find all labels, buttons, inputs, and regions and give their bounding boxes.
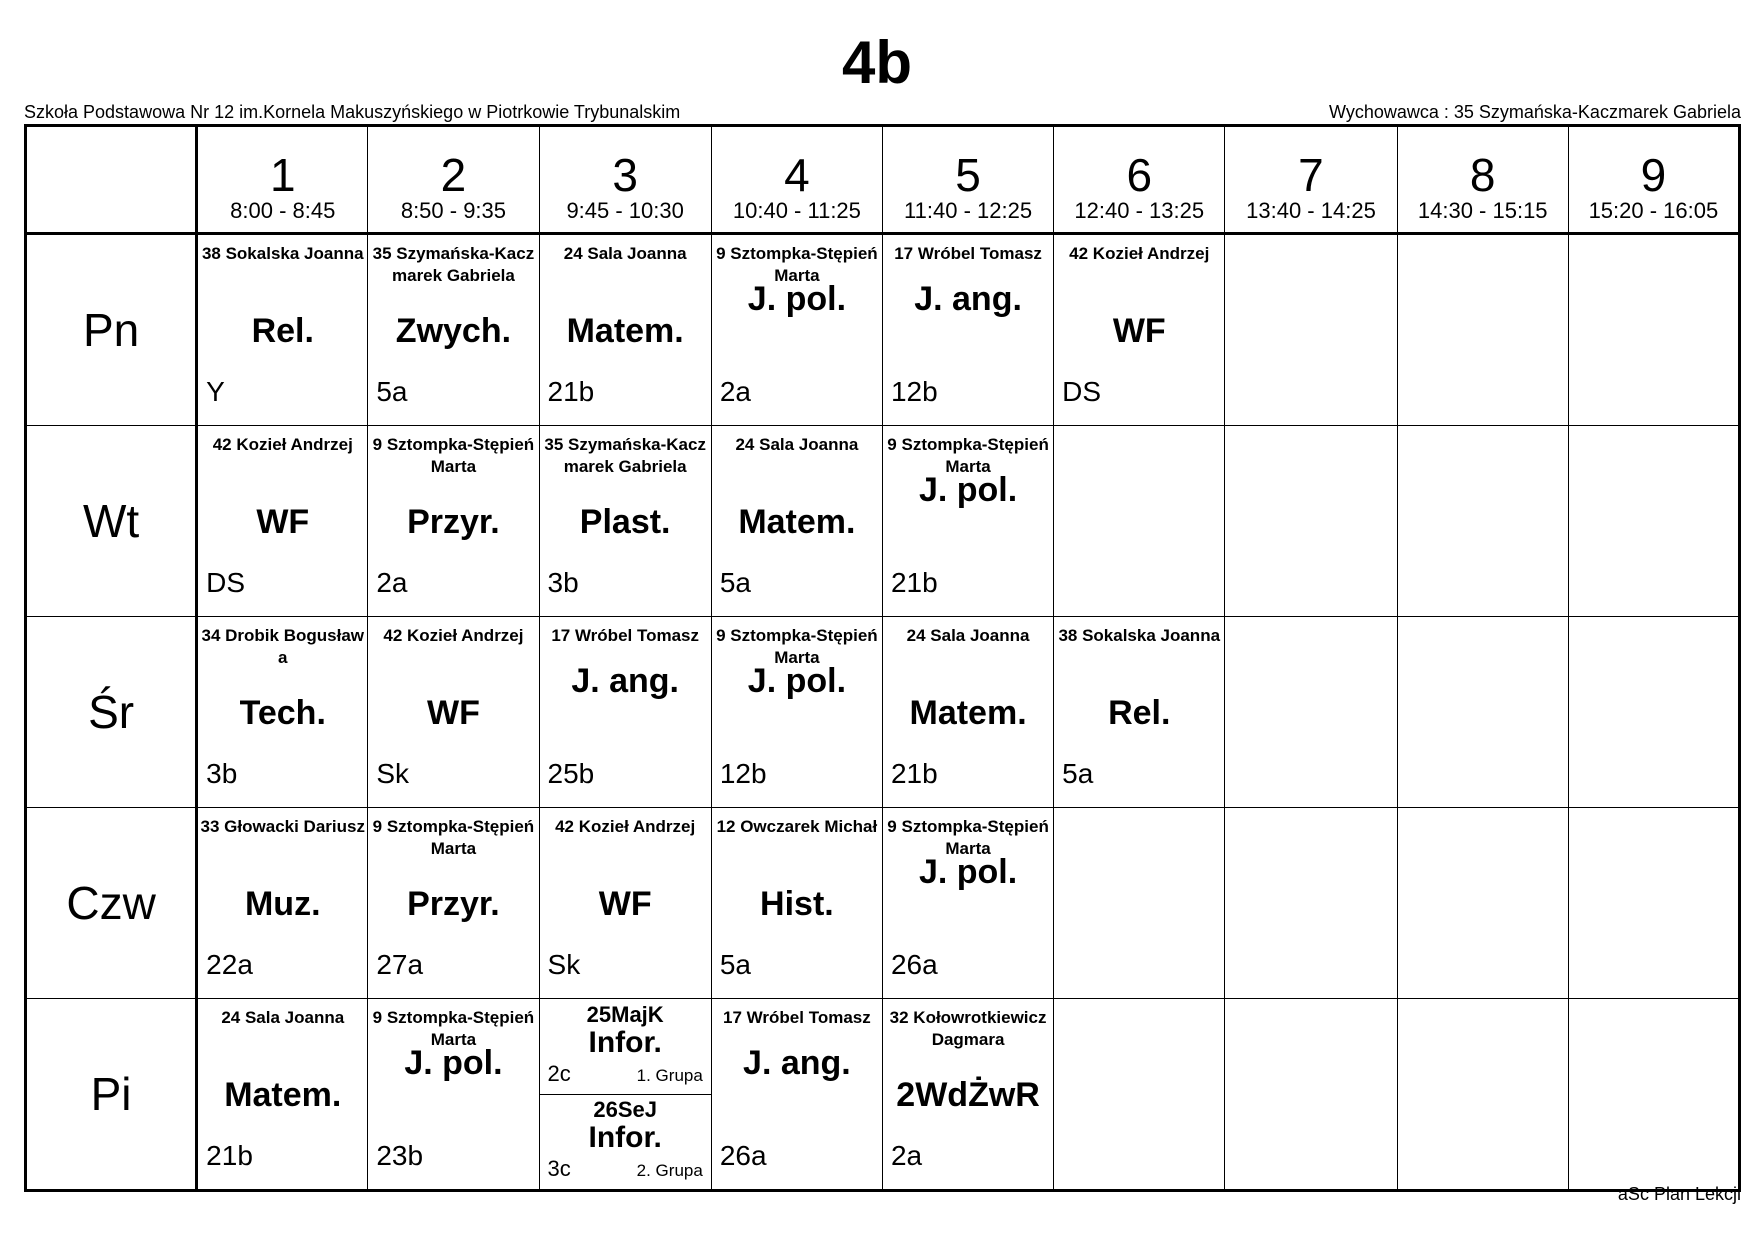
- lesson-subject: WF: [598, 885, 652, 923]
- lesson: [883, 808, 1053, 998]
- lesson: [368, 808, 538, 998]
- lesson-cell: [1397, 234, 1568, 426]
- lesson-room: DS: [1062, 376, 1102, 407]
- lesson-room: 12b: [719, 758, 767, 789]
- lesson-room: 21b: [547, 376, 595, 407]
- empty-slot: [1398, 999, 1568, 1189]
- lesson-cell: [539, 426, 711, 617]
- lesson-room: 3b: [547, 567, 579, 598]
- group-room: 2c: [547, 1061, 571, 1086]
- period-time: 15:20 - 16:05: [1588, 198, 1719, 223]
- empty-slot: [1054, 426, 1224, 616]
- empty-slot: [1569, 426, 1738, 616]
- empty-slot: [1569, 808, 1738, 998]
- lesson-subject: J. pol.: [918, 853, 1018, 891]
- empty-slot: [1225, 999, 1396, 1189]
- lesson-cell: [1225, 426, 1397, 617]
- lesson-cell: [1397, 808, 1568, 999]
- period-number: 8: [1469, 149, 1496, 201]
- lesson-teacher: 9 Sztompka-Stępień Marta: [716, 626, 878, 667]
- lesson-teacher: 38 Sokalska Joanna: [201, 244, 364, 263]
- lesson-cell: [197, 808, 368, 999]
- lesson-room: 25b: [547, 758, 595, 789]
- lesson-subject: WF: [1112, 312, 1166, 350]
- empty-slot: [1569, 235, 1738, 425]
- lesson-cell: [1397, 426, 1568, 617]
- lesson-cell: [1225, 999, 1397, 1191]
- lesson-teacher: 9 Sztompka-Stępień Marta: [372, 435, 535, 476]
- lesson-room: 23b: [376, 1140, 424, 1171]
- lesson-cell: [1397, 617, 1568, 808]
- lesson-teacher: 9 Sztompka-Stępień Marta: [887, 817, 1049, 858]
- lesson-teacher: 9 Sztompka-Stępień Marta: [887, 435, 1049, 476]
- lesson-teacher: 9 Sztompka-Stępień Marta: [372, 817, 535, 858]
- class-title: 4b: [841, 29, 913, 96]
- day-name: Śr: [26, 617, 197, 808]
- lesson-room: 5a: [1062, 758, 1094, 789]
- lesson-cell: [1568, 808, 1739, 999]
- lesson-cell: [1054, 234, 1225, 426]
- period-time: 12:40 - 13:25: [1074, 198, 1205, 223]
- lesson-cell: [539, 999, 711, 1191]
- lesson-room: 21b: [206, 1140, 253, 1171]
- period-time: 9:45 - 10:30: [566, 198, 684, 223]
- lesson-teacher: 17 Wróbel Tomasz: [894, 244, 1042, 263]
- lesson-subject: 2WdŻwR: [896, 1076, 1040, 1114]
- lesson-room: 2a: [890, 1140, 923, 1171]
- group-teacher: 26SeJ: [593, 1097, 657, 1122]
- lesson-cell: [711, 999, 882, 1191]
- day-name: Pi: [26, 999, 197, 1191]
- lesson-cell: [882, 617, 1053, 808]
- lesson-subject: Muz.: [244, 885, 321, 923]
- lesson-cell: [197, 234, 368, 426]
- day-row: [26, 999, 1740, 1191]
- lesson-cell: [368, 234, 539, 426]
- lesson: [883, 617, 1053, 807]
- lesson-subject: Rel.: [251, 312, 314, 350]
- day-name: Czw: [26, 808, 197, 999]
- lesson-room: 22a: [206, 949, 253, 980]
- period-header: [1054, 126, 1225, 234]
- lesson-cell: [1225, 234, 1397, 426]
- group-label: 1. Grupa: [636, 1066, 703, 1085]
- group-lesson: [540, 999, 711, 1095]
- lesson: [198, 617, 367, 807]
- lesson-room: 26a: [719, 1140, 767, 1171]
- lesson-teacher: 42 Kozieł Andrzej: [1069, 244, 1210, 263]
- lesson-subject: Matem.: [738, 503, 856, 541]
- period-time: 10:40 - 11:25: [732, 198, 861, 223]
- group-room: 3c: [547, 1156, 571, 1181]
- day-name: Wt: [26, 426, 197, 617]
- lesson: [540, 235, 711, 425]
- lesson-cell: [539, 234, 711, 426]
- lesson-subject: Matem.: [566, 312, 684, 350]
- lesson-teacher: 33 Głowacki Dariusz: [200, 817, 365, 836]
- lesson-teacher: 32 Kołowrotkiewicz Dagmara: [889, 1008, 1047, 1049]
- lesson-cell: [1568, 426, 1739, 617]
- lesson-teacher: 38 Sokalska Joanna: [1058, 626, 1221, 645]
- lesson: [883, 235, 1053, 425]
- lesson-cell: [1397, 999, 1568, 1191]
- lesson: [1054, 235, 1224, 425]
- lesson: [198, 426, 367, 616]
- period-number: 9: [1640, 149, 1667, 201]
- lesson: [368, 426, 538, 616]
- lesson-teacher: 24 Sala Joanna: [221, 1008, 345, 1027]
- lesson-cell: [539, 617, 711, 808]
- lesson-cell: [1054, 808, 1225, 999]
- empty-slot: [1398, 235, 1568, 425]
- lesson: [368, 235, 538, 425]
- period-time: 8:50 - 9:35: [400, 198, 507, 223]
- empty-slot: [1398, 426, 1568, 616]
- lesson-teacher: 42 Kozieł Andrzej: [555, 817, 696, 836]
- lesson-cell: [368, 808, 539, 999]
- day-row: [26, 617, 1740, 808]
- lesson: [368, 617, 538, 807]
- lesson-cell: [711, 617, 882, 808]
- lesson: [712, 999, 882, 1189]
- lesson-subject: Hist.: [760, 885, 834, 923]
- lesson-cell: [711, 234, 882, 426]
- lesson-room: 21b: [890, 758, 938, 789]
- day-name: Pn: [26, 234, 197, 426]
- group-lesson: [540, 1094, 711, 1189]
- lesson: [198, 999, 367, 1189]
- group-subject: Infor.: [588, 1026, 662, 1059]
- lesson-room: 5a: [719, 567, 751, 598]
- lesson-subject: J. pol.: [918, 471, 1018, 509]
- lesson-teacher: 9 Sztompka-Stępień Marta: [372, 1008, 535, 1049]
- group-teacher: 25MajK: [586, 1002, 664, 1027]
- timetable: [24, 124, 1741, 1192]
- lesson: [540, 808, 711, 998]
- lesson-subject: Przyr.: [407, 503, 500, 541]
- period-header: [539, 126, 711, 234]
- lesson-room: Y: [206, 376, 225, 407]
- period-number: 7: [1298, 149, 1324, 201]
- lesson-room: 27a: [376, 949, 424, 980]
- group-label: 2. Grupa: [636, 1161, 703, 1180]
- lesson-teacher: 42 Kozieł Andrzej: [383, 626, 524, 645]
- lesson: [712, 426, 882, 616]
- lesson-room: 21b: [890, 567, 938, 598]
- period-number: 4: [784, 149, 810, 201]
- lesson-cell: [197, 617, 368, 808]
- lesson-cell: [882, 808, 1053, 999]
- period-header: [1225, 126, 1397, 234]
- lesson-room: 3b: [206, 758, 238, 789]
- lesson: [712, 235, 882, 425]
- lesson-cell: [197, 426, 368, 617]
- lesson-teacher: 35 Szymańska-Kaczmarek Gabriela: [372, 244, 535, 285]
- day-row: [26, 426, 1740, 617]
- period-header: [1397, 126, 1568, 234]
- lesson-room: 26a: [890, 949, 938, 980]
- lesson-cell: [368, 426, 539, 617]
- period-header: [711, 126, 882, 234]
- lesson-cell: [1225, 808, 1397, 999]
- lesson-cell: [539, 808, 711, 999]
- empty-slot: [1054, 808, 1224, 998]
- lesson-cell: [197, 999, 368, 1191]
- empty-slot: [1398, 617, 1568, 807]
- period-time: 13:40 - 14:25: [1246, 198, 1376, 223]
- lesson-teacher: 35 Szymańska-Kaczmarek Gabriela: [544, 435, 706, 476]
- lesson-subject: Rel.: [1108, 694, 1171, 732]
- period-number: 5: [955, 149, 981, 201]
- period-header-row: [26, 126, 1740, 234]
- empty-slot: [1569, 999, 1738, 1189]
- period-number: 2: [440, 149, 467, 201]
- lesson: [540, 426, 711, 616]
- lesson-teacher: 24 Sala Joanna: [563, 244, 687, 263]
- lesson: [712, 617, 882, 807]
- lesson: [540, 617, 711, 807]
- lesson-subject: Matem.: [909, 694, 1027, 732]
- school-name: Szkoła Podstawowa Nr 12 im.Kornela Makuszyńskiego w Piotrkowie Trybunalskim: [24, 102, 681, 122]
- lesson-room: Sk: [376, 758, 410, 789]
- lesson-cell: [368, 617, 539, 808]
- lesson-cell: [711, 808, 882, 999]
- lesson: [712, 808, 882, 998]
- lesson-subject: Matem.: [224, 1076, 342, 1114]
- lesson-subject: Przyr.: [407, 885, 500, 923]
- day-row: [26, 808, 1740, 999]
- lesson-cell: [1568, 999, 1739, 1191]
- group-subject: Infor.: [588, 1121, 662, 1154]
- lesson: [198, 235, 367, 425]
- period-header: [197, 126, 368, 234]
- lesson-room: 12b: [890, 376, 938, 407]
- lesson-cell: [1568, 234, 1739, 426]
- lesson-room: 2a: [376, 567, 408, 598]
- lesson-subject: J. ang.: [571, 662, 680, 700]
- lesson: [883, 426, 1053, 616]
- period-number: 6: [1126, 149, 1153, 201]
- lesson: [368, 999, 538, 1189]
- lesson-cell: [711, 426, 882, 617]
- class-tutor: Wychowawca : 35 Szymańska-Kaczmarek Gabriela: [1329, 102, 1741, 122]
- period-header: [368, 126, 539, 234]
- lesson-teacher: 24 Sala Joanna: [735, 435, 859, 454]
- lesson-cell: [882, 426, 1053, 617]
- lesson-cell: [1568, 617, 1739, 808]
- lesson-subject: WF: [256, 503, 310, 541]
- lesson-cell: [1054, 426, 1225, 617]
- lesson-cell: [368, 999, 539, 1191]
- footer-credit: aSc Plan Lekcji: [1617, 1184, 1741, 1204]
- lesson-room: 2a: [719, 376, 751, 407]
- lesson-cell: [882, 234, 1053, 426]
- lesson-subject: Zwych.: [395, 312, 512, 350]
- lesson-subject: J. ang.: [914, 280, 1022, 318]
- period-time: 11:40 - 12:25: [904, 198, 1033, 223]
- lesson-subject: J. pol.: [747, 280, 847, 318]
- lesson-subject: Tech.: [239, 694, 326, 732]
- lesson-teacher: 24 Sala Joanna: [906, 626, 1030, 645]
- lesson-cell: [1054, 617, 1225, 808]
- period-header: [882, 126, 1053, 234]
- period-number: 3: [612, 149, 638, 201]
- empty-slot: [1054, 999, 1224, 1189]
- empty-slot: [1225, 617, 1396, 807]
- lesson-room: 5a: [376, 376, 408, 407]
- lesson: [1054, 617, 1224, 807]
- lesson-subject: J. ang.: [743, 1044, 851, 1082]
- lesson-teacher: 42 Kozieł Andrzej: [212, 435, 353, 454]
- empty-slot: [1398, 808, 1568, 998]
- corner-cell: [26, 126, 197, 234]
- lesson-teacher: 34 Drobik Bogusława: [201, 626, 364, 667]
- period-number: 1: [269, 149, 296, 201]
- lesson-teacher: 17 Wróbel Tomasz: [723, 1008, 871, 1027]
- lesson: [198, 808, 367, 998]
- lesson-subject: J. pol.: [404, 1044, 503, 1082]
- lesson-teacher: 12 Owczarek Michał: [716, 817, 878, 836]
- lesson: [883, 999, 1053, 1189]
- lesson-teacher: 9 Sztompka-Stępień Marta: [716, 244, 878, 285]
- lesson-teacher: 17 Wróbel Tomasz: [551, 626, 699, 645]
- lesson-room: Sk: [547, 949, 581, 980]
- empty-slot: [1225, 808, 1396, 998]
- empty-slot: [1569, 617, 1738, 807]
- empty-slot: [1225, 426, 1396, 616]
- period-time: 14:30 - 15:15: [1417, 198, 1548, 223]
- lesson-cell: [882, 999, 1053, 1191]
- lesson-cell: [1225, 617, 1397, 808]
- lesson-room: DS: [206, 567, 246, 598]
- period-time: 8:00 - 8:45: [230, 198, 336, 223]
- lesson-cell: [1054, 999, 1225, 1191]
- split-lesson: [540, 999, 711, 1189]
- period-header: [1568, 126, 1739, 234]
- lesson-room: 5a: [719, 949, 751, 980]
- empty-slot: [1225, 235, 1396, 425]
- day-row: [26, 234, 1740, 426]
- lesson-subject: WF: [427, 694, 480, 732]
- lesson-subject: J. pol.: [747, 662, 847, 700]
- lesson-subject: Plast.: [579, 503, 671, 541]
